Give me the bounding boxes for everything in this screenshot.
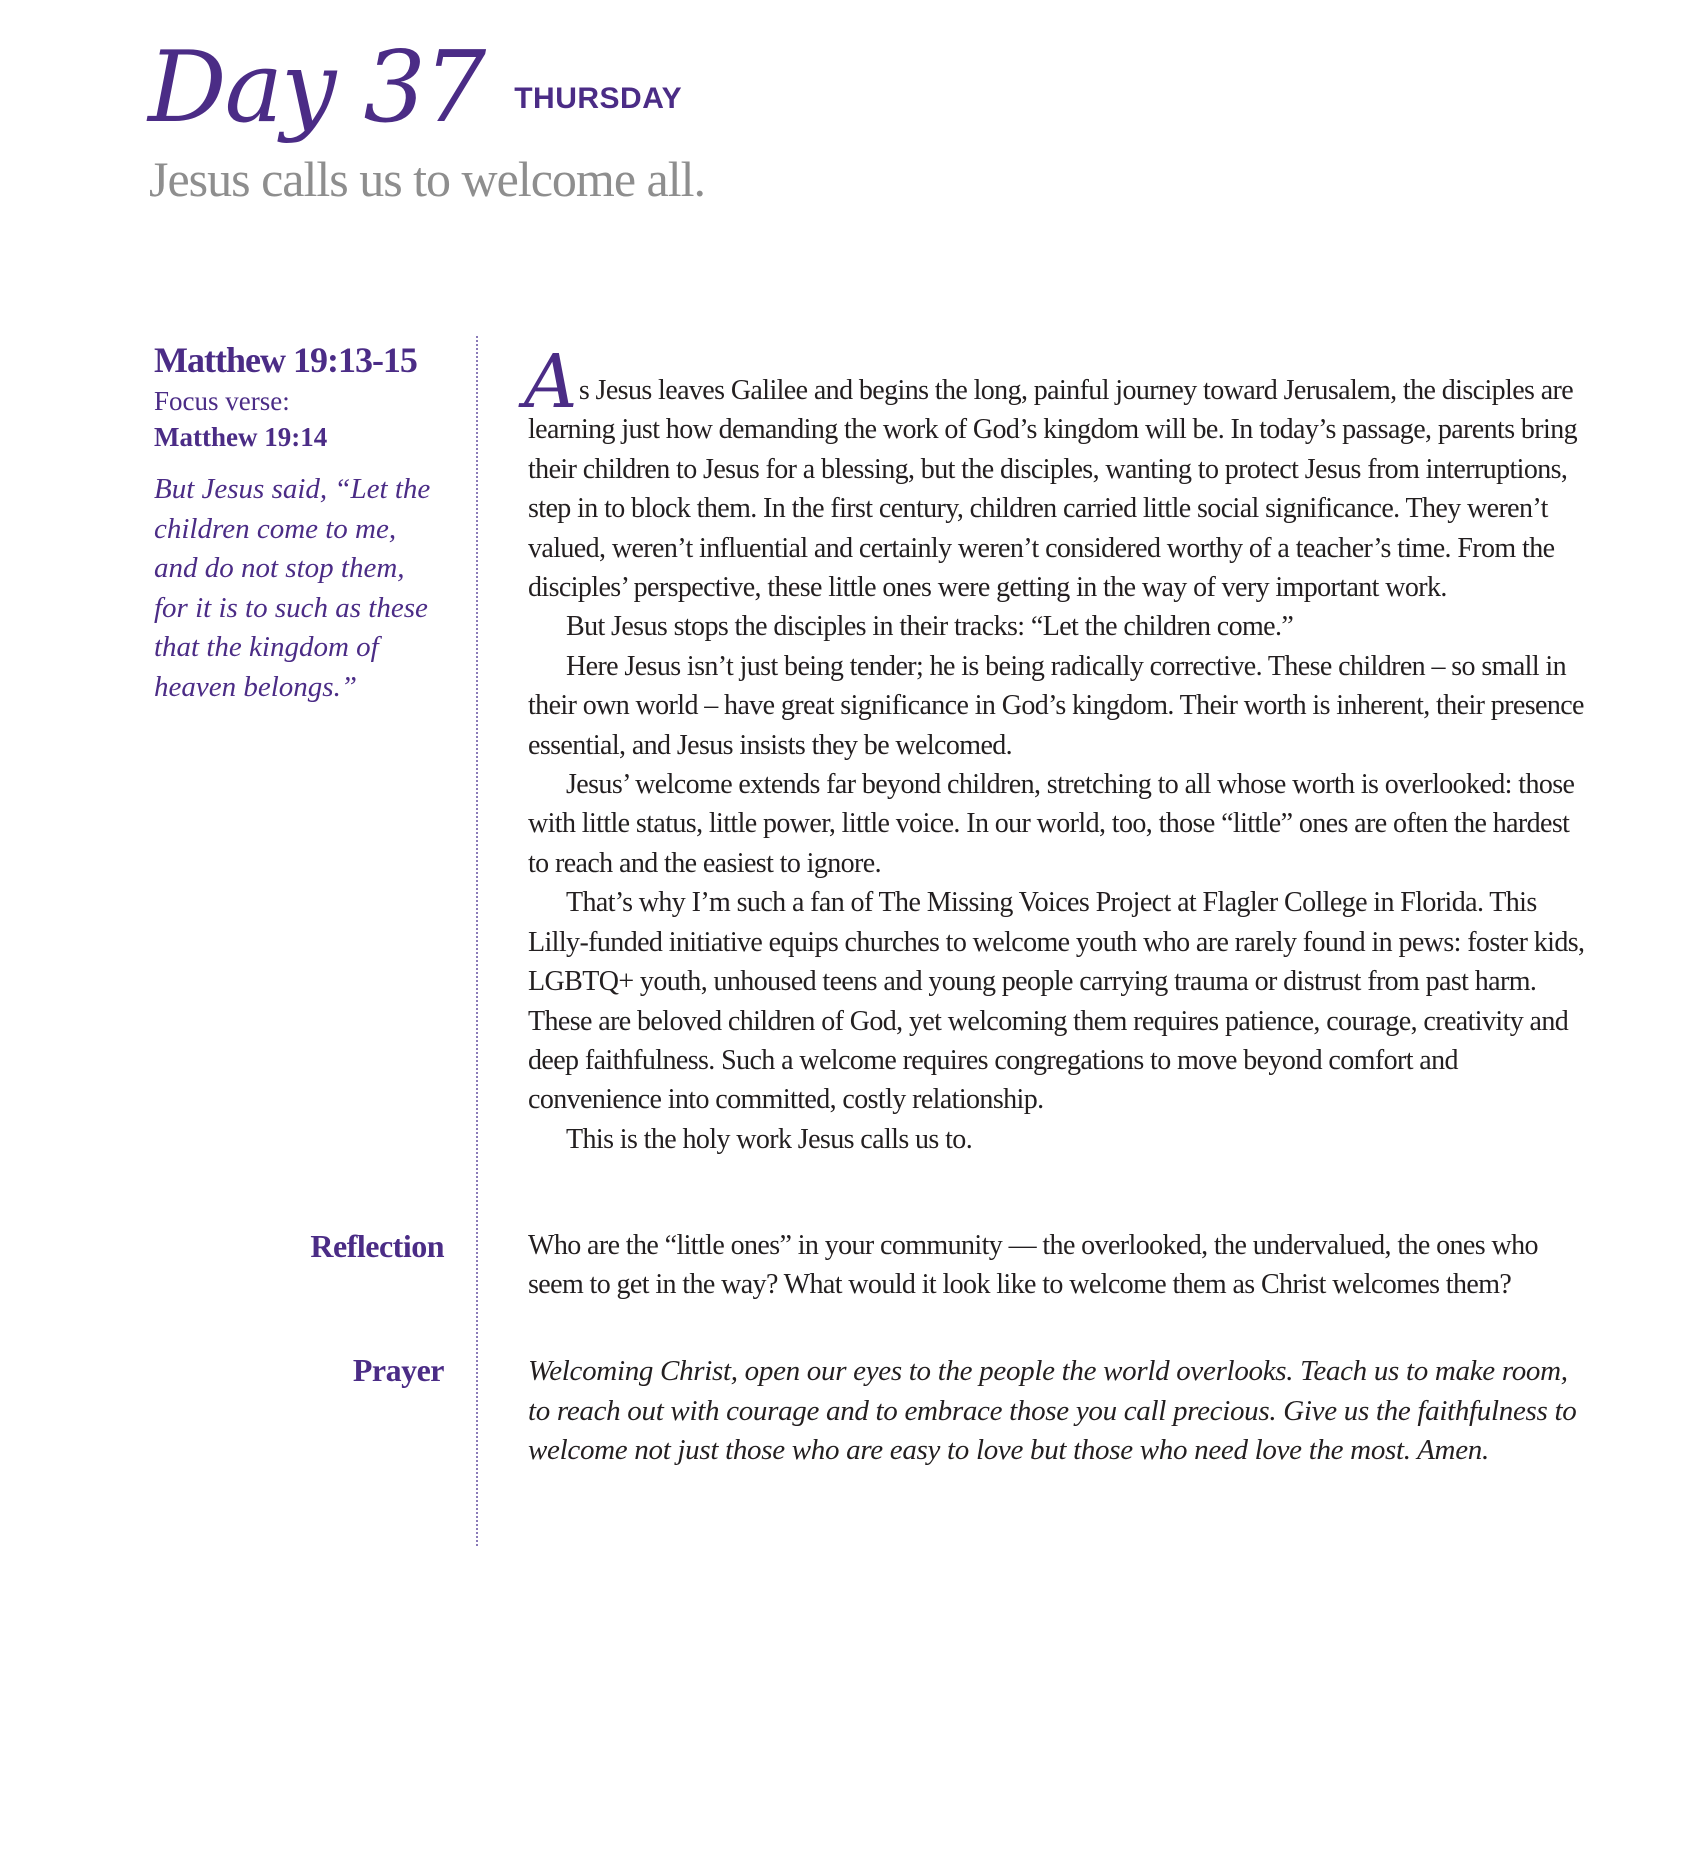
weekday-label: THURSDAY — [514, 82, 683, 115]
focus-verse-reference: Matthew 19:14 — [154, 422, 328, 452]
day-heading — [148, 28, 682, 158]
body-paragraph: Jesus’ welcome extends far beyond children, stretching to all whose worth is overlooked: those with little status, little power, little voice. In our world, too, those “little” ones are often the hardest to reach and the easiest to ignore. — [528, 769, 1575, 879]
devotional-body — [524, 339, 1588, 1159]
body-paragraph: But Jesus stops the disciples in their tracks: “Let the children come.” — [566, 611, 1294, 643]
prayer-text: Welcoming Christ, open our eyes to the people the world overlooks. Teach us to make room, to reach out with courage and to embrace those you call precious. Give us the faithfulness to welcome not just those who are easy to love but those who need love the most. Amen. — [528, 1355, 1577, 1466]
body-paragraph: This is the holy work Jesus calls us to. — [566, 1123, 973, 1155]
body-paragraph — [524, 339, 1588, 607]
body-paragraph: Here Jesus isn’t just being tender; he is being radically corrective. These children – so small in their own world – have great significance in God’s kingdom. Their worth is inherent, their presence essential, and Jesus insists they be welcomed. — [528, 650, 1584, 761]
reflection-label: Reflection — [310, 1228, 444, 1264]
focus-verse-label: Focus verse: — [154, 386, 290, 416]
scripture-sidebar — [154, 338, 444, 707]
body-paragraph: That’s why I’m such a fan of The Missing Voices Project at Flagler College in Florida. This Lilly-funded initiative equips churches to welcome youth who are rarely found in pews: foster kids, LGBTQ+ youth, unhoused teens and young people carrying trauma or distrust from past harm. These are beloved children of God, yet welcoming them requires patience, courage, creativity and deep faithfulness. Such a welcome requires congregations to move beyond comfort and convenience into committed, costly relationship. — [528, 887, 1585, 1116]
focus-verse-text: But Jesus said, “Let the children come to me, and do not stop them, for it is to such as these that the kingdom of heaven belongs.” — [154, 473, 431, 703]
body-paragraph-text: s Jesus leaves Galilee and begins the long, painful journey toward Jerusalem, the disciples are learning just how demanding the work of God’s kingdom will be. In today’s passage, parents bring their children to Jesus for a blessing, but the disciples, wanting to protect Jesus from interruptions, step in to block them. In the first century, children carried little social significance. They weren’t valued, weren’t influential and certainly weren’t considered worthy of a teacher’s time. From the disciples’ perspective, these little ones were getting in the way of very important work. — [528, 375, 1577, 604]
reflection-text: Who are the “little ones” in your community — the overlooked, the undervalued, the ones who seem to get in the way? What would it look like to welcome them as Christ welcomes them? — [528, 1230, 1538, 1301]
day-theme: Jesus calls us to welcome all. — [149, 151, 705, 207]
day-title: Day 37 — [148, 31, 485, 145]
scripture-reference: Matthew 19:13-15 — [154, 340, 417, 380]
prayer-label: Prayer — [352, 1352, 444, 1388]
column-divider — [476, 336, 478, 1546]
drop-cap: A — [524, 339, 577, 425]
